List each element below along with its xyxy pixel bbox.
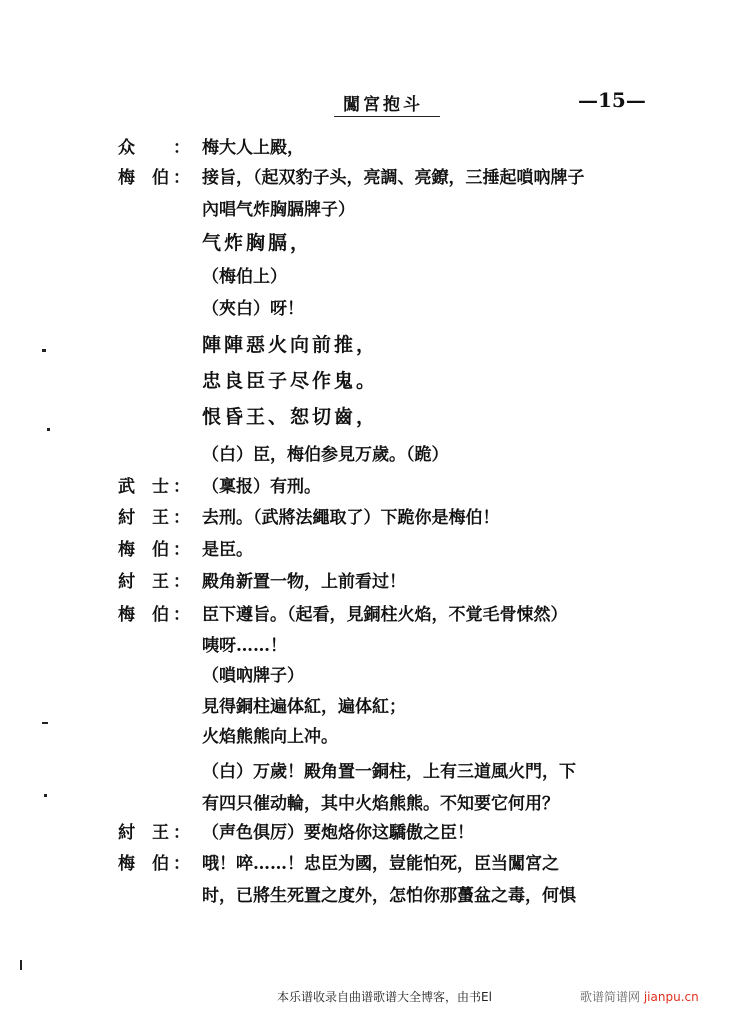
speaker-name: 紂 王 — [118, 823, 169, 843]
page-number: —15— — [578, 88, 646, 112]
scan-mark — [42, 722, 48, 724]
speaker-colon: ： — [173, 854, 190, 874]
scan-mark — [42, 349, 46, 352]
dialogue-text: 接旨，（起双豹子头，亮調、亮鐐，三捶起嗩吶牌子 — [202, 168, 585, 188]
dialogue-text: （白）臣，梅伯参見万歲。（跪） — [202, 445, 449, 465]
page-header — [0, 88, 730, 128]
watermark-text: 本乐谱收录自曲谱歌谱大全博客，由书El — [277, 990, 492, 1004]
dialogue-text: 火焰熊熊向上冲。 — [202, 727, 338, 747]
scan-mark — [44, 794, 47, 797]
speaker-colon: ： — [173, 572, 190, 592]
dialogue-text: 去刑。（武將法繩取了）下跪你是梅伯！ — [202, 508, 500, 528]
dialogue-text: 見得銅柱遍体紅，遍体紅； — [202, 697, 406, 717]
speaker-name: 武 士 — [118, 477, 169, 497]
dialogue-text: （夾白）呀！ — [202, 299, 304, 319]
sung-lyric: 气炸胸膈， — [202, 232, 313, 254]
dialogue-text: （声色俱厉）要炮烙你这驕傲之臣！ — [202, 823, 474, 843]
dialogue-text: 內唱气炸胸膈牌子） — [202, 200, 355, 220]
speaker-colon: ： — [173, 605, 190, 625]
dialogue-text: （稟报）有刑。 — [202, 477, 321, 497]
watermark-site-name: 歌谱简谱网 — [580, 990, 641, 1004]
title-underline — [334, 116, 440, 117]
dialogue-text: 是臣。 — [202, 540, 253, 560]
speaker-name: 梅 伯 — [118, 540, 169, 560]
speaker-colon: ： — [173, 823, 190, 843]
speaker-colon: ： — [173, 477, 190, 497]
scan-mark — [47, 428, 50, 431]
dialogue-text: （嗩吶牌子） — [202, 666, 304, 686]
watermark-site — [580, 988, 699, 1005]
speaker-name: 紂 王 — [118, 508, 169, 528]
dialogue-text: 哦！啐……！忠臣为國，豈能怕死，臣当闖宮之 — [202, 854, 559, 874]
dialogue-text: 时，已將生死置之度外，怎怕你那蠆盆之毒，何惧 — [202, 886, 576, 906]
dialogue-text: 有四只催动輪，其中火焰熊熊。不知要它何用？ — [202, 794, 559, 814]
speaker-name: 梅 伯 — [118, 168, 169, 188]
speaker-colon: ： — [173, 508, 190, 528]
dialogue-text: 臣下遵旨。（起看，見銅柱火焰，不覚毛骨悚然） — [202, 605, 568, 625]
dialogue-text: （梅伯上） — [202, 267, 287, 287]
dialogue-text: （白）万歲！殿角置一銅柱，上有三道風火門，下 — [202, 762, 576, 782]
page-footer — [0, 988, 730, 1008]
speaker-name: 梅 伯 — [118, 605, 169, 625]
dialogue-text: 殿角新置一物，上前看过！ — [202, 572, 406, 592]
speaker-name: 梅 伯 — [118, 854, 169, 874]
dialogue-text: 咦呀……！ — [202, 636, 287, 656]
running-title: 闖宮抱斗 — [343, 95, 423, 115]
sung-lyric: 陣陣惡火向前推， — [202, 334, 379, 356]
sung-lyric: 恨昏王、恕切齒， — [202, 406, 379, 428]
watermark-url: jianpu.cn — [643, 990, 699, 1004]
scan-mark — [20, 960, 22, 970]
speaker-name: 紂 王 — [118, 572, 169, 592]
speaker-name: 众 — [118, 138, 135, 158]
dialogue-text: 梅大人上殿， — [202, 138, 304, 158]
speaker-colon: ： — [173, 540, 190, 560]
speaker-colon: ： — [173, 168, 190, 188]
sung-lyric: 忠良臣子尽作鬼。 — [202, 370, 379, 392]
speaker-colon: ： — [173, 138, 190, 158]
